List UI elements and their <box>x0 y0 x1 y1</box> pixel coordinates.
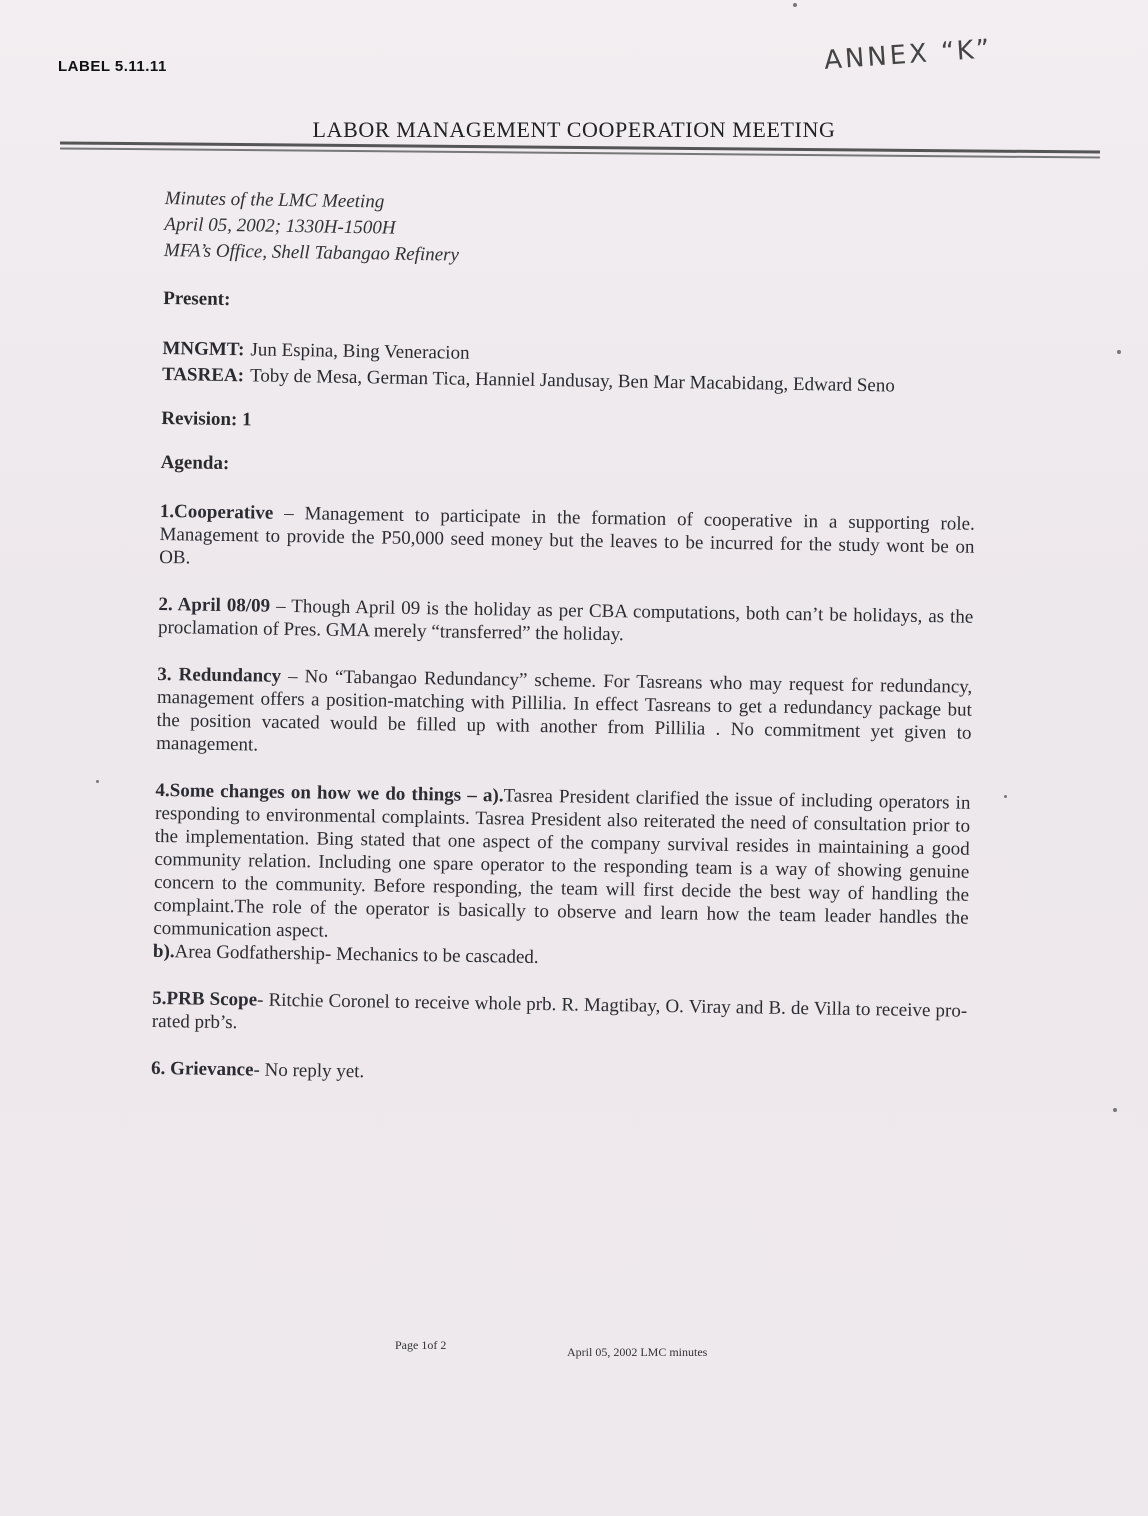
agenda-item-text: – No “Tabangao Redundancy” scheme. For Tasreans who may request for redundancy, management offers a position-matching with Pillilia. In effect Tasreans to get a redundancy package but the position vacated would be filled up with another from Pillilia . No commitment yet given to management. <box>156 665 973 756</box>
present-heading: Present: <box>163 287 231 311</box>
agenda-item-cooperative <box>159 500 975 582</box>
footer-page-number: Page 1of 2 <box>395 1338 447 1352</box>
attendees <box>162 336 978 401</box>
agenda-item-key: 5.PRB Scope <box>152 987 258 1011</box>
agenda-heading: Agenda: <box>160 451 230 475</box>
meta-minutes: Minutes of the LMC Meeting <box>164 187 385 213</box>
agenda-item-changes <box>153 779 970 953</box>
mngmt-label: MNGMT: <box>162 337 245 361</box>
handwritten-annex-note: ANNEX “K” <box>823 34 994 76</box>
agenda-item-april-holiday <box>158 593 974 652</box>
meta-date-time: April 05, 2002; 1330H-1500H <box>164 213 396 239</box>
agenda-item-key: 6. Grievance <box>150 1057 254 1081</box>
meta-location: MFA’s Office, Shell Tabangao Refinery <box>163 239 460 266</box>
document-title <box>0 117 1148 143</box>
scan-speck <box>1117 350 1121 354</box>
tasrea-names: Toby de Mesa, German Tica, Hanniel Jandusay, Ben Mar Macabidang, Edward Seno <box>249 365 895 397</box>
agenda-subitem-text: Area Godfathership- Mechanics to be cascaded. <box>174 941 539 968</box>
agenda-item-text: - Ritchie Coronel to receive whole prb. R. Magtibay, O. Viray and B. de Villa to receive pro-rated prb’s. <box>151 989 968 1034</box>
footer-doc-title: April 05, 2002 LMC minutes <box>567 1345 708 1359</box>
tasrea-label: TASREA: <box>161 363 245 387</box>
document-body <box>151 186 980 1093</box>
label-stamp: LABEL 5.11.11 <box>58 58 167 75</box>
agenda-item-key: 3. Redundancy <box>157 663 282 687</box>
mngmt-names: Jun Espina, Bing Veneracion <box>250 339 470 364</box>
agenda-item-text: Tasrea President clarified the issue of including operators in responding to environmental complaints. Tasrea President also reiterated the need of consultation prior to the implementation. Bing stated that one aspect of the company survival resides in maintaining a good community relation. Including one spare operator to the responding team is a way of showing genuine concern to the community. Before responding, the team will first decide the best way of handling the complaint.The role of the operator is basically to observe and learn how the team leader handles the communication aspect. <box>153 785 971 942</box>
scan-speck <box>1113 1108 1117 1112</box>
scan-speck <box>793 3 797 7</box>
agenda-item-prb-scope <box>152 987 968 1046</box>
agenda-item-key: 1.Cooperative <box>159 500 274 524</box>
scan-speck <box>96 780 99 783</box>
agenda-item-text: - No reply yet. <box>253 1059 365 1083</box>
agenda-item-text: – Management to participate in the formation of cooperative in a supporting role. Management to provide the P50,000 seed money but the leaves to be incurred for the study wont be on OB. <box>158 502 975 569</box>
scan-speck <box>1004 795 1007 798</box>
agenda-item-redundancy <box>156 663 972 768</box>
agenda-item-key: 4.Some changes on how we do things – a). <box>155 779 504 807</box>
revision: Revision: 1 <box>161 407 252 431</box>
agenda-item-text: – Though April 09 is the holiday as per CBA computations, both can’t be holidays, as the proclamation of Pres. GMA merely “transferred” the holiday. <box>157 595 974 646</box>
agenda-item-grievance <box>151 1057 966 1093</box>
document-title-text: LABOR MANAGEMENT COOPERATION MEETING <box>312 117 836 142</box>
agenda-subitem-key: b). <box>152 940 175 963</box>
agenda-item-key: 2. April 08/09 <box>158 593 271 617</box>
